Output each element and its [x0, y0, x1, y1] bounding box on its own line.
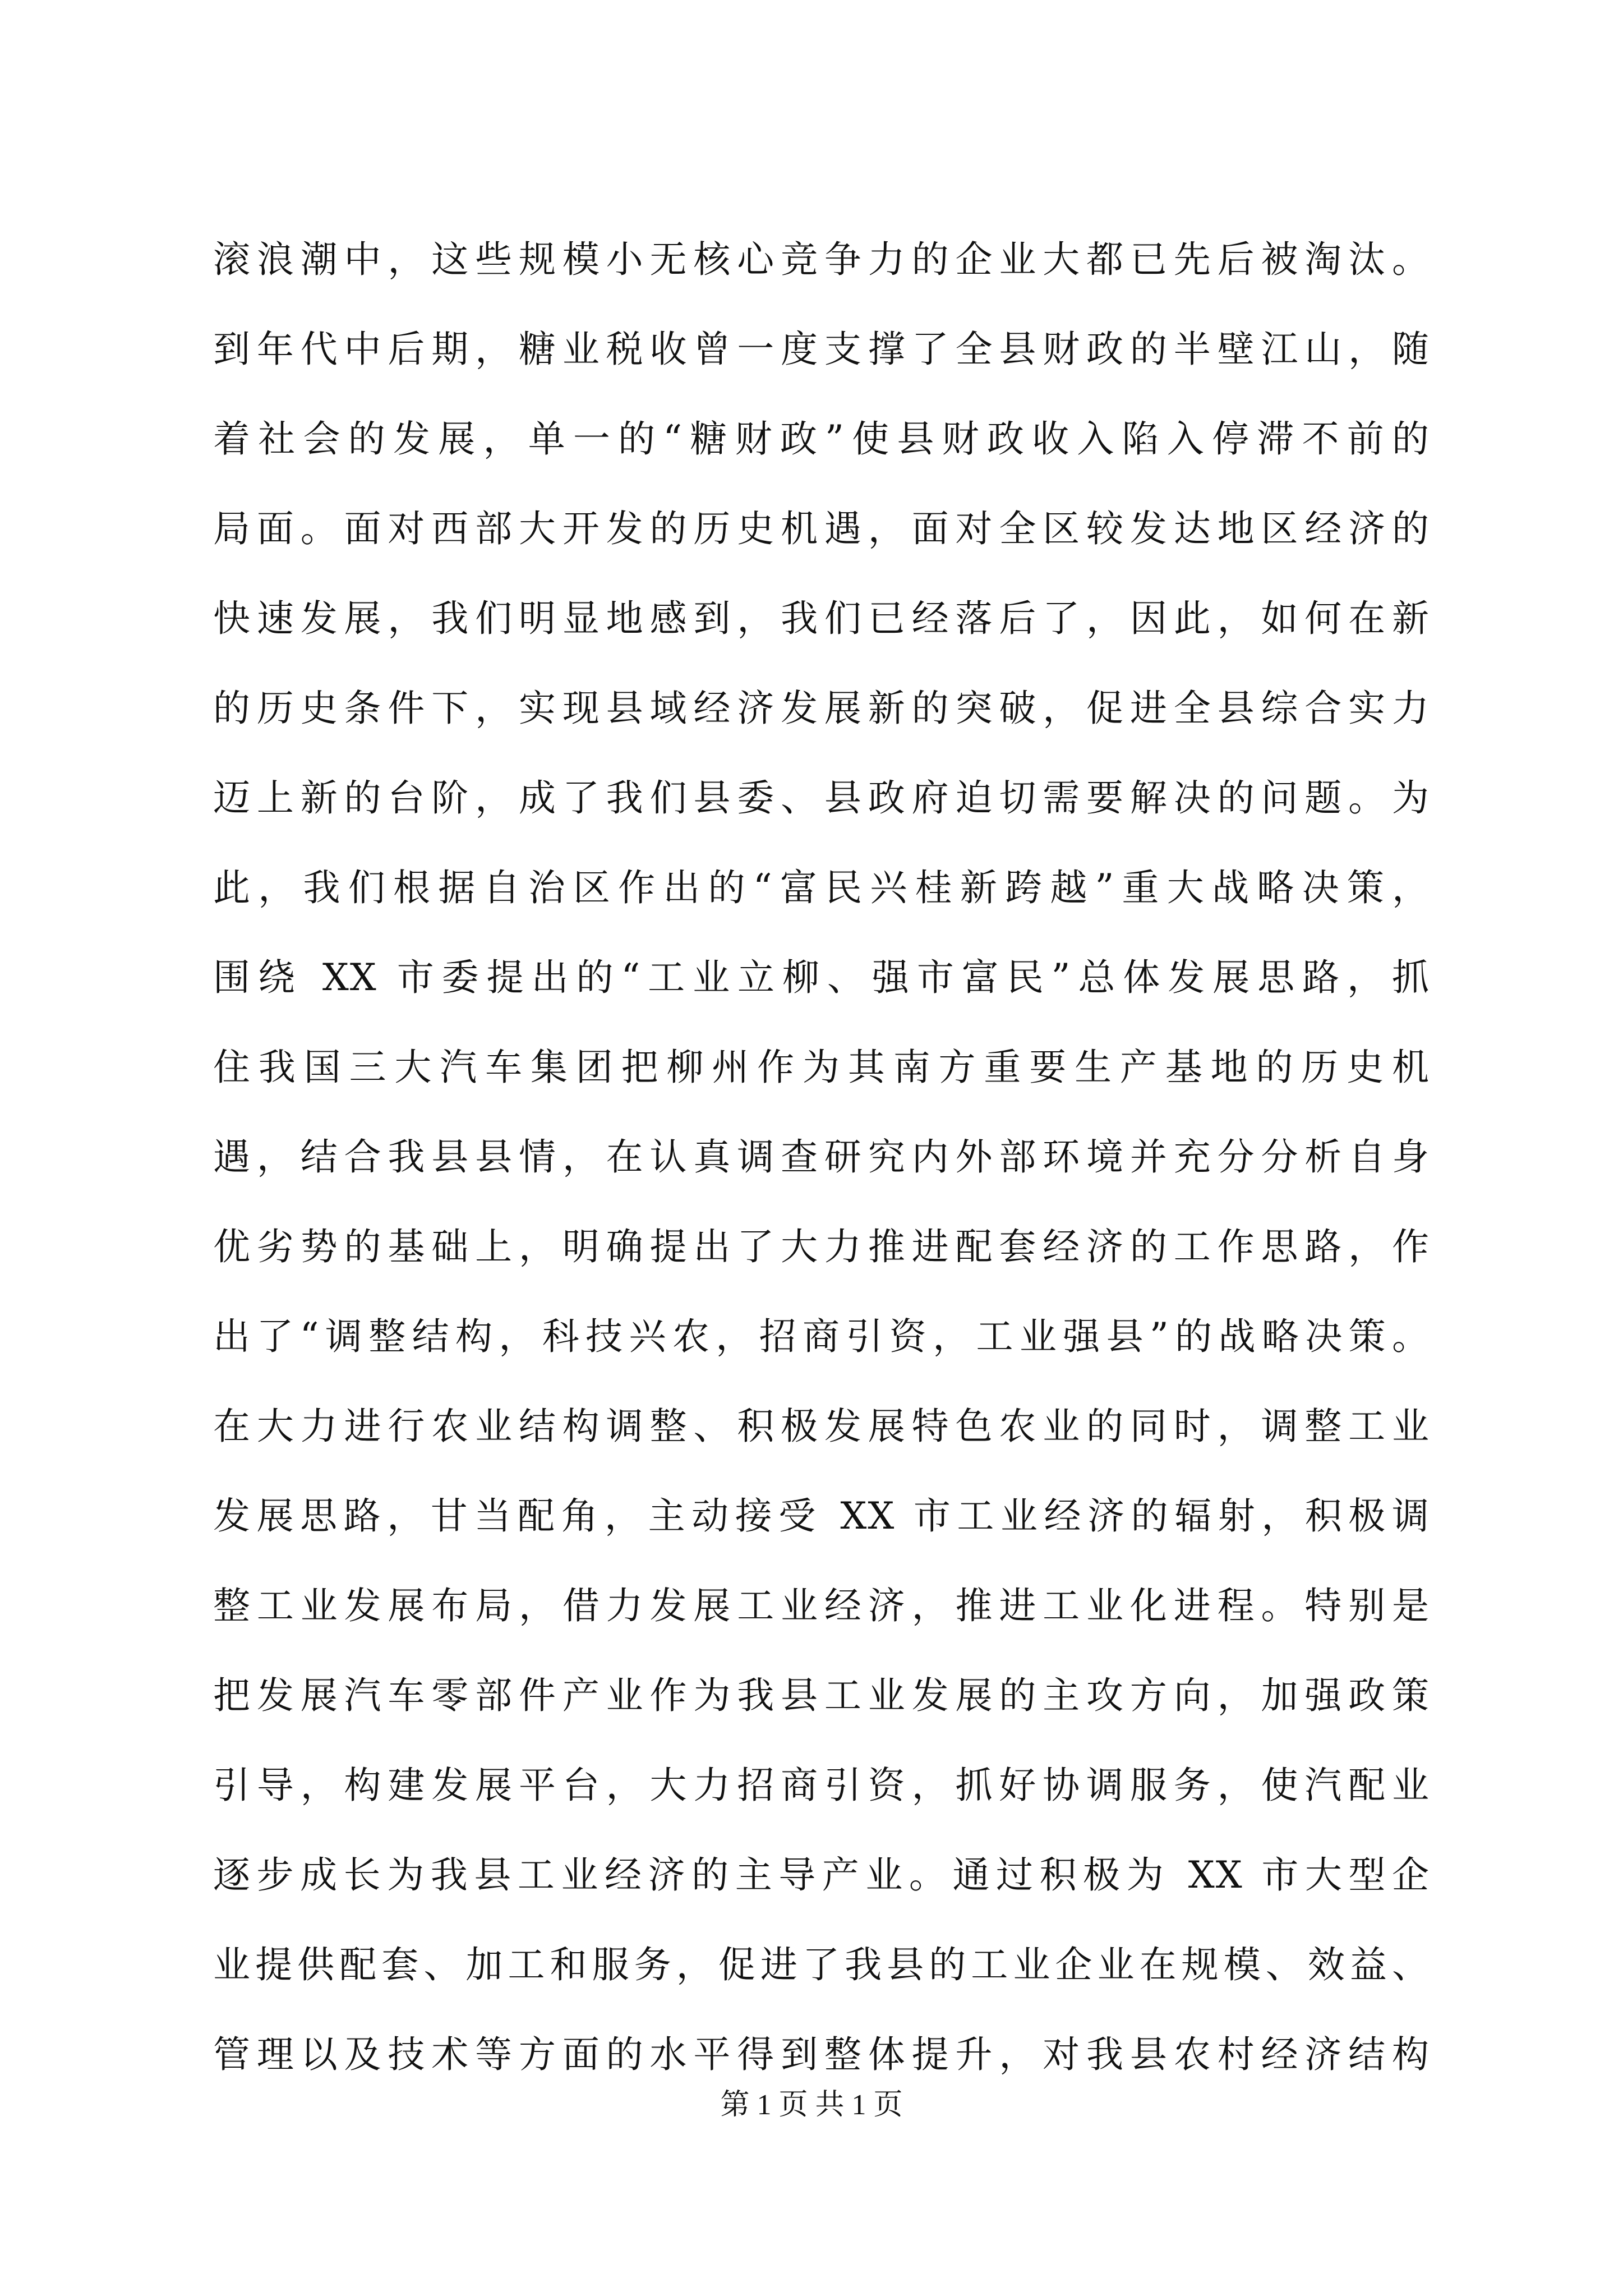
text-line: 业提供配套、加工和服务，促进了我县的工业企业在规模、效益、: [213, 1943, 1430, 1986]
text-line: 迈上新的台阶，成了我们县委、县政府迫切需要解决的问题。为: [213, 776, 1430, 820]
text-line: 此，我们根据自治区作出的“富民兴桂新跨越”重大战略决策，: [213, 866, 1430, 909]
text-line: 逐步成长为我县工业经济的主导产业。通过积极为 XX 市大型企: [213, 1853, 1430, 1897]
text-line: 把发展汽车零部件产业作为我县工业发展的主攻方向，加强政策: [213, 1674, 1430, 1717]
text-line: 快速发展，我们明显地感到，我们已经落后了，因此，如何在新: [213, 597, 1430, 640]
text-line: 的历史条件下，实现县域经济发展新的突破，促进全县综合实力: [213, 687, 1430, 730]
text-line: 整工业发展布局，借力发展工业经济，推进工业化进程。特别是: [213, 1584, 1430, 1627]
text-line: 在大力进行农业结构调整、积极发展特色农业的同时，调整工业: [213, 1405, 1430, 1448]
text-line: 滚浪潮中，这些规模小无核心竞争力的企业大都已先后被淘汰。: [213, 238, 1430, 281]
text-line: 到年代中后期，糖业税收曾一度支撑了全县财政的半壁江山，随: [213, 328, 1430, 371]
text-line: 围绕 XX 市委提出的“工业立柳、强市富民”总体发展思路，抓: [213, 956, 1430, 999]
text-line: 发展思路，甘当配角，主动接受 XX 市工业经济的辐射，积极调: [213, 1494, 1430, 1538]
page-number-label: 第 1 页 共 1 页: [720, 2089, 903, 2121]
text-line: 出了“调整结构，科技兴农，招商引资，工业强县”的战略决策。: [213, 1315, 1430, 1358]
page-footer: [0, 2086, 1623, 2125]
text-line: 引导，构建发展平台，大力招商引资，抓好协调服务，使汽配业: [213, 1764, 1430, 1807]
text-line: 着社会的发展，单一的“糖财政”使县财政收入陷入停滞不前的: [213, 417, 1430, 461]
body-text: [213, 215, 1430, 2100]
text-line: 局面。面对西部大开发的历史机遇，面对全区较发达地区经济的: [213, 507, 1430, 550]
text-line: 遇，结合我县县情，在认真调查研究内外部环境并充分分析自身: [213, 1135, 1430, 1179]
text-line: 住我国三大汽车集团把柳州作为其南方重要生产基地的历史机: [213, 1046, 1430, 1089]
text-line: 优劣势的基础上，明确提出了大力推进配套经济的工作思路，作: [213, 1225, 1430, 1268]
text-line: 管理以及技术等方面的水平得到整体提升，对我县农村经济结构: [213, 2033, 1430, 2076]
